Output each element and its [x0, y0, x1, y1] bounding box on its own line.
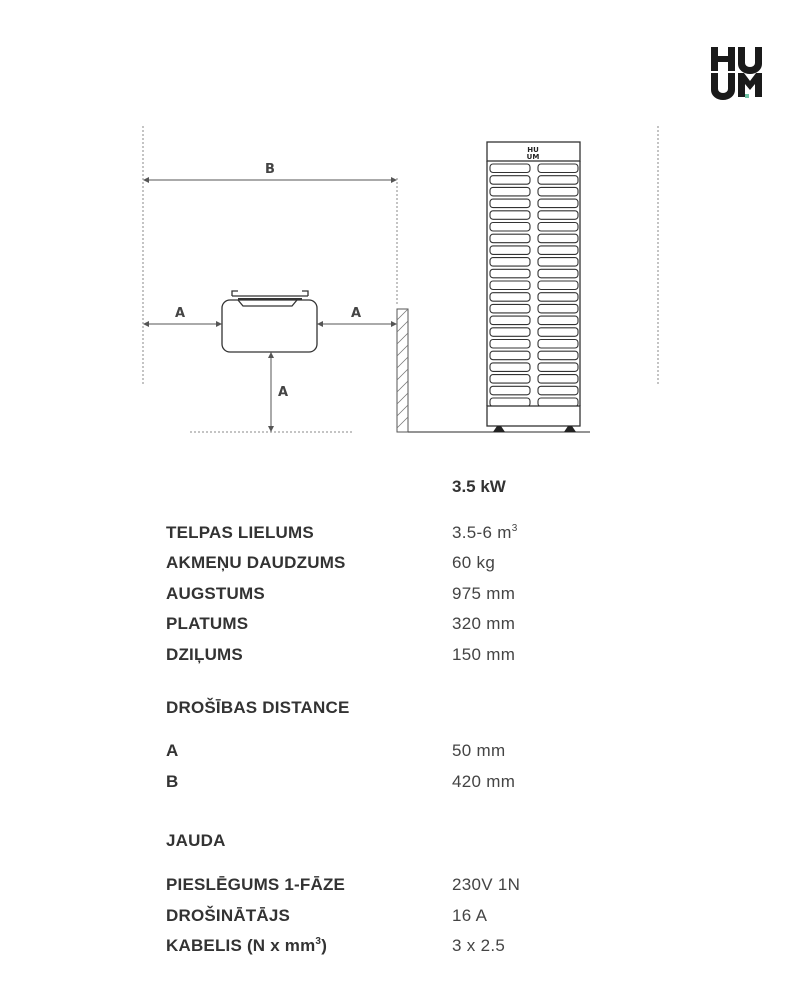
heater-stone-slot	[538, 258, 578, 267]
heater-stone-slot	[538, 340, 578, 349]
heater-stone-slot	[538, 328, 578, 337]
heater-stone-slot	[490, 187, 530, 196]
label-a-right: A	[350, 306, 362, 321]
spec-label-room-size: TELPAS LIELUMS	[166, 523, 314, 542]
spec-value-room-size: 3.5-6 $m^3$	[452, 523, 518, 542]
dimension-b	[143, 177, 397, 183]
svg-text:HU: HU	[527, 146, 539, 154]
heater-stone-slot	[490, 363, 530, 372]
heater-stone-slot	[538, 164, 578, 173]
heater-stone-slot	[490, 293, 530, 302]
safety-value-b: 420 mm	[452, 772, 516, 791]
label-a-bottom: A	[277, 385, 289, 400]
heater-stone-slot	[490, 269, 530, 278]
heater-front-view	[487, 142, 580, 432]
spec-value-stones: 60 kg	[452, 553, 496, 572]
label-b: B	[265, 162, 275, 177]
heater-stone-slot	[490, 328, 530, 337]
heater-stone-slot	[538, 316, 578, 325]
spec-label-width: PLATUMS	[166, 614, 249, 633]
heater-stone-slot	[490, 398, 530, 407]
label-a-left: A	[174, 306, 186, 321]
heater-stone-slot	[538, 386, 578, 395]
heater-stone-slot	[490, 234, 530, 243]
heater-stone-slot	[538, 351, 578, 360]
power-value-cable: 3 x 2.5	[452, 936, 506, 955]
power-label-fuse: DROŠINĀTĀJS	[166, 906, 291, 925]
spec-label-height: AUGSTUMS	[166, 584, 265, 603]
heater-stone-slot	[490, 223, 530, 232]
heater-stone-slot	[490, 211, 530, 220]
power-value-fuse: 16 A	[452, 906, 488, 925]
heater-stone-slot	[538, 363, 578, 372]
heater-stone-slot	[538, 246, 578, 255]
heater-stone-slot	[538, 281, 578, 290]
heater-stone-slot	[538, 187, 578, 196]
heater-stone-slot	[490, 258, 530, 267]
heater-stone-slot	[538, 293, 578, 302]
heater-stone-slot	[538, 398, 578, 407]
heater-stone-slot	[538, 269, 578, 278]
clearance-diagram	[0, 0, 801, 450]
wall	[397, 309, 408, 432]
power-heading: 3.5 kW	[452, 477, 506, 496]
heater-stone-slot	[538, 304, 578, 313]
power-label-connection: PIESLĒGUMS 1-FĀZE	[166, 875, 346, 894]
heater-stone-slot	[490, 386, 530, 395]
heater-top-view	[222, 291, 317, 352]
spec-value-width: 320 mm	[452, 614, 516, 633]
heater-stone-slot	[490, 246, 530, 255]
power-section-title: JAUDA	[166, 831, 226, 850]
heater-stone-slot	[490, 340, 530, 349]
spec-value-depth: 150 mm	[452, 645, 516, 664]
safety-label-b: B	[166, 772, 179, 791]
spec-value-height: 975 mm	[452, 584, 516, 603]
heater-stone-slot	[538, 223, 578, 232]
safety-value-a: 50 mm	[452, 741, 506, 760]
safety-distance-title: DROŠĪBAS DISTANCE	[166, 698, 350, 717]
heater-stone-slot	[490, 199, 530, 208]
heater-stone-slot	[538, 176, 578, 185]
heater-stone-slot	[490, 164, 530, 173]
heater-stone-slot	[538, 211, 578, 220]
heater-stone-slot	[538, 375, 578, 384]
heater-stone-slot	[490, 304, 530, 313]
spec-label-depth: DZIĻUMS	[166, 645, 243, 664]
spec-label-stones: AKMEŅU DAUDZUMS	[166, 553, 346, 572]
heater-stone-slot	[490, 176, 530, 185]
power-value-connection: 230V 1N	[452, 875, 521, 894]
heater-stone-slot	[490, 281, 530, 290]
power-label-cable: KABELIS (N x $mm^3$)	[166, 936, 328, 955]
heater-stone-slot	[490, 316, 530, 325]
svg-text:UM: UM	[526, 153, 540, 161]
safety-label-a: A	[166, 741, 179, 760]
heater-stone-slot	[538, 234, 578, 243]
heater-stone-slot	[538, 199, 578, 208]
heater-stone-slot	[490, 351, 530, 360]
heater-stone-slot	[490, 375, 530, 384]
